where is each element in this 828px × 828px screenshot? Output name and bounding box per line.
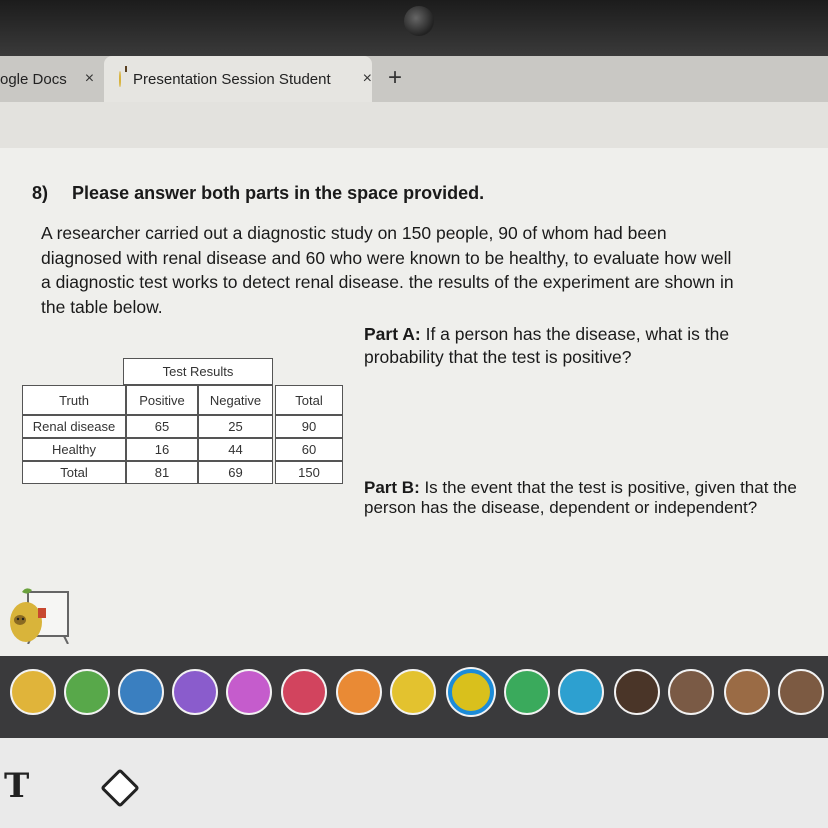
close-icon[interactable]: × bbox=[362, 70, 372, 87]
browser-tab-bar bbox=[0, 56, 828, 102]
color-swatch-gold[interactable] bbox=[390, 669, 436, 715]
screen-bezel bbox=[0, 0, 828, 56]
table-cell: 44 bbox=[198, 438, 273, 461]
webcam bbox=[404, 6, 434, 36]
color-swatch-orange[interactable] bbox=[336, 669, 382, 715]
table-header: Truth bbox=[22, 385, 126, 415]
table-cell: 16 bbox=[126, 438, 198, 461]
question-number: 8) bbox=[32, 183, 49, 203]
color-swatch-brown[interactable] bbox=[668, 669, 714, 715]
table-cell: 81 bbox=[126, 461, 198, 484]
eraser-tool-icon[interactable] bbox=[100, 768, 140, 808]
table-group-header: Test Results bbox=[123, 358, 273, 385]
part-a-text: If a person has the disease, what is the probability that the test is positive? bbox=[364, 324, 730, 367]
new-tab-button[interactable]: + bbox=[388, 64, 403, 91]
table-cell: Renal disease bbox=[22, 415, 126, 438]
table-header: Total bbox=[275, 385, 343, 415]
color-swatch-emerald[interactable] bbox=[504, 669, 550, 715]
table-cell: 25 bbox=[198, 415, 273, 438]
color-swatch-sienna[interactable] bbox=[778, 669, 824, 715]
color-swatch-tan[interactable] bbox=[724, 669, 770, 715]
tab-label: ogle Docs bbox=[0, 70, 67, 88]
close-icon[interactable]: × bbox=[84, 70, 95, 87]
pear-deck-mascot-icon bbox=[4, 584, 70, 644]
question-heading-text: Please answer both parts in the space provided. bbox=[72, 183, 485, 203]
color-swatch-green[interactable] bbox=[64, 669, 110, 715]
table-cell: Total bbox=[22, 461, 126, 484]
table-cell: Healthy bbox=[22, 438, 126, 461]
tab-presentation-session[interactable] bbox=[104, 56, 372, 102]
body-line: a diagnostic test works to detect renal disease. the results of the experiment are shown in bbox=[41, 272, 734, 292]
tab-label: Presentation Session Student bbox=[133, 70, 331, 88]
table-header: Positive bbox=[126, 385, 198, 415]
question-body bbox=[41, 221, 828, 319]
pear-icon bbox=[119, 71, 121, 87]
table-header: Negative bbox=[198, 385, 273, 415]
part-a-label: Part A: bbox=[364, 324, 421, 344]
color-swatch-dark-brown[interactable] bbox=[614, 669, 660, 715]
table-cell: 150 bbox=[275, 461, 343, 484]
color-swatch-blue[interactable] bbox=[118, 669, 164, 715]
slide-content bbox=[0, 148, 828, 656]
part-b-text: Is the event that the test is positive, given that the person has the disease, dependent or independent? bbox=[364, 478, 797, 517]
tab-google-docs[interactable] bbox=[0, 56, 100, 102]
color-palette bbox=[0, 656, 828, 738]
color-swatch-red[interactable] bbox=[281, 669, 327, 715]
question-heading bbox=[32, 183, 484, 204]
browser-toolbar bbox=[0, 102, 828, 148]
body-line: A researcher carried out a diagnostic study on 150 people, 90 of whom had been bbox=[41, 223, 667, 243]
body-line: diagnosed with renal disease and 60 who were known to be healthy, to evaluate how well bbox=[41, 247, 732, 268]
body-line: the table below. bbox=[41, 296, 163, 317]
color-swatch-magenta[interactable] bbox=[226, 669, 272, 715]
table-cell: 65 bbox=[126, 415, 198, 438]
table-cell: 69 bbox=[198, 461, 273, 484]
part-b bbox=[364, 478, 804, 518]
color-swatch-yellow-selected[interactable] bbox=[448, 669, 494, 715]
table-cell: 60 bbox=[275, 438, 343, 461]
color-swatch-purple[interactable] bbox=[172, 669, 218, 715]
drawing-toolbar bbox=[0, 738, 828, 828]
table-cell: 90 bbox=[275, 415, 343, 438]
part-a bbox=[364, 323, 804, 369]
part-b-label: Part B: bbox=[364, 478, 420, 497]
color-swatch-cyan[interactable] bbox=[558, 669, 604, 715]
text-tool-icon[interactable]: T bbox=[4, 766, 30, 806]
color-swatch-yellow[interactable] bbox=[10, 669, 56, 715]
